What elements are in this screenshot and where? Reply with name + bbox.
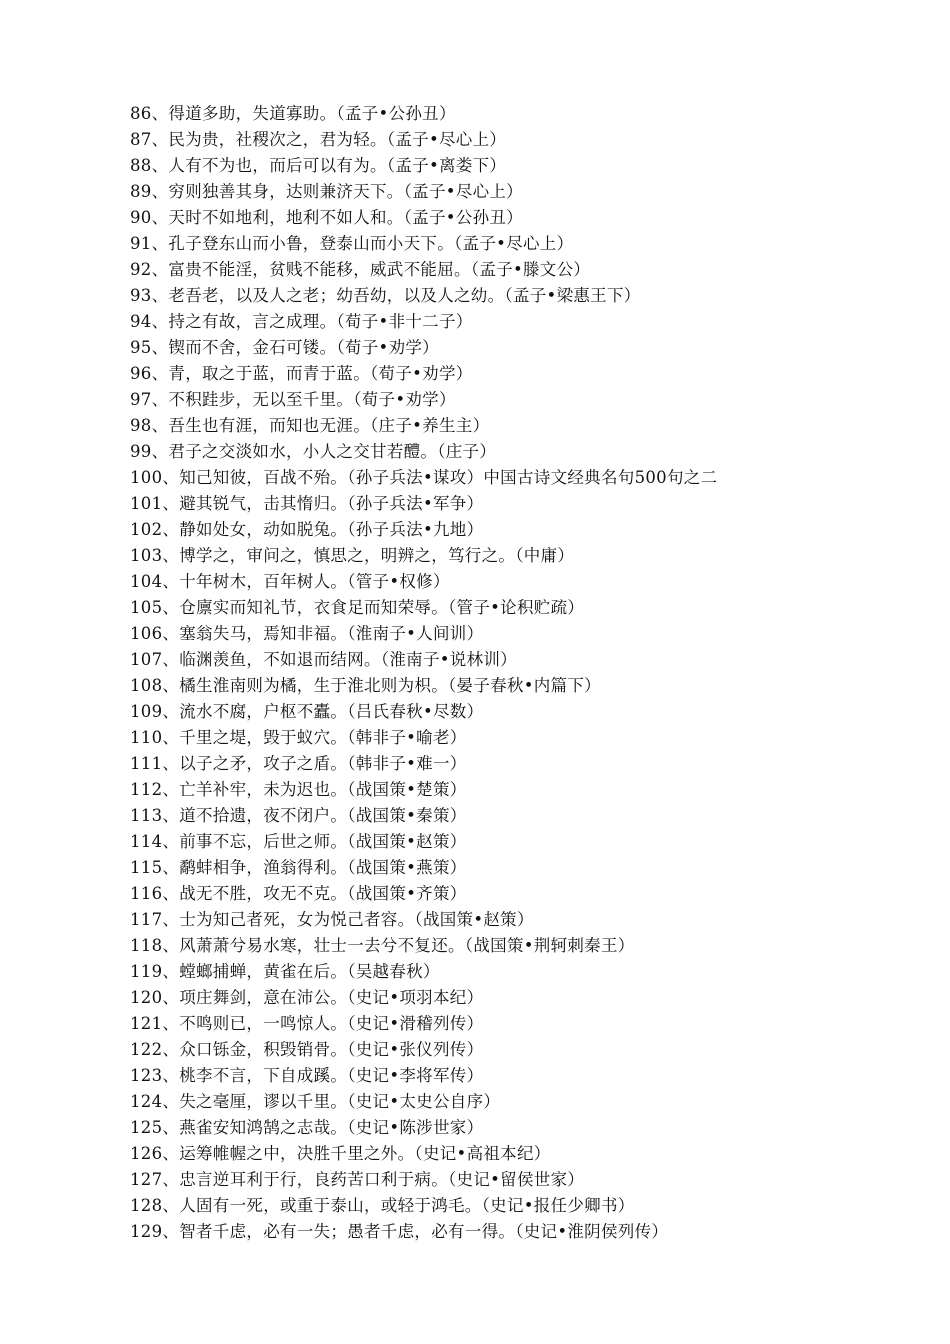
quote-line: 111、以子之矛，攻子之盾。（韩非子•难一） [130, 754, 467, 773]
quote-line: 104、十年树木，百年树人。（管子•权修） [130, 572, 450, 591]
quote-line: 117、士为知己者死，女为悦己者容。（战国策•赵策） [130, 910, 534, 929]
quote-line: 108、橘生淮南则为橘，生于淮北则为枳。（晏子春秋•内篇下） [130, 676, 601, 695]
quote-line: 127、忠言逆耳利于行，良药苦口利于病。（史记•留侯世家） [130, 1170, 585, 1189]
quote-line: 124、失之毫厘，谬以千里。（史记•太史公自序） [130, 1092, 501, 1111]
quote-line: 86、得道多助，失道寡助。（孟子•公孙丑） [130, 104, 456, 123]
quote-line: 120、项庄舞剑，意在沛公。（史记•项羽本纪） [130, 988, 484, 1007]
quote-line: 116、战无不胜，攻无不克。（战国策•齐策） [130, 884, 467, 903]
quote-line: 98、吾生也有涯，而知也无涯。（庄子•养生主） [130, 416, 490, 435]
quote-line: 105、仓廪实而知礼节，衣食足而知荣辱。（管子•论积贮疏） [130, 598, 585, 617]
quote-line: 115、鹬蚌相争，渔翁得利。（战国策•燕策） [130, 858, 467, 877]
quote-line: 110、千里之堤，毁于蚁穴。（韩非子•喻老） [130, 728, 467, 747]
quote-line: 88、人有不为也，而后可以有为。（孟子•离娄下） [130, 156, 507, 175]
quote-line: 106、塞翁失马，焉知非福。（淮南子•人间训） [130, 624, 484, 643]
quote-line: 114、前事不忘，后世之师。（战国策•赵策） [130, 832, 467, 851]
quote-line: 90、天时不如地利，地利不如人和。（孟子•公孙丑） [130, 208, 523, 227]
quote-line: 89、穷则独善其身，达则兼济天下。（孟子•尽心上） [130, 182, 523, 201]
quote-line: 128、人固有一死，或重于泰山，或轻于鸿毛。（史记•报任少卿书） [130, 1196, 635, 1215]
quote-line: 118、风萧萧兮易水寒，壮士一去兮不复还。（战国策•荆轲刺秦王） [130, 936, 635, 955]
quote-line: 121、不鸣则已，一鸣惊人。（史记•滑稽列传） [130, 1014, 484, 1033]
quote-line: 119、螳螂捕蝉，黄雀在后。（吴越春秋） [130, 962, 440, 981]
quote-line: 99、君子之交淡如水，小人之交甘若醴。（庄子） [130, 442, 497, 461]
quote-line: 102、静如处女，动如脱兔。（孙子兵法•九地） [130, 520, 484, 539]
quote-line: 92、富贵不能淫，贫贱不能移，威武不能屈。（孟子•滕文公） [130, 260, 591, 279]
quote-line: 91、孔子登东山而小鲁，登泰山而小天下。（孟子•尽心上） [130, 234, 574, 253]
quote-line: 112、亡羊补牢，未为迟也。（战国策•楚策） [130, 780, 467, 799]
quote-line: 103、博学之，审问之，慎思之，明辨之，笃行之。（中庸） [130, 546, 575, 565]
quote-line: 122、众口铄金，积毁销骨。（史记•张仪列传） [130, 1040, 484, 1059]
quote-line: 129、智者千虑，必有一失；愚者千虑，必有一得。（史记•淮阴侯列传） [130, 1222, 669, 1241]
quote-line: 95、锲而不舍，金石可镂。（荀子•劝学） [130, 338, 439, 357]
quote-line: 125、燕雀安知鸿鹄之志哉。（史记•陈涉世家） [130, 1118, 484, 1137]
quote-line: 107、临渊羡鱼，不如退而结网。（淮南子•说林训） [130, 650, 517, 669]
quote-list [130, 101, 910, 1245]
quote-line: 93、老吾老，以及人之老；幼吾幼，以及人之幼。（孟子•梁惠王下） [130, 286, 641, 305]
quote-line: 126、运筹帷幄之中，决胜千里之外。（史记•高祖本纪） [130, 1144, 551, 1163]
quote-line: 101、避其锐气，击其惰归。（孙子兵法•军争） [130, 494, 484, 513]
quote-line: 100、知己知彼，百战不殆。（孙子兵法•谋攻）中国古诗文经典名句500句之二 [130, 468, 718, 487]
quote-line: 94、持之有故，言之成理。（荀子•非十二子） [130, 312, 473, 331]
quote-line: 113、道不拾遗，夜不闭户。（战国策•秦策） [130, 806, 467, 825]
quote-line: 97、不积跬步，无以至千里。（荀子•劝学） [130, 390, 456, 409]
quote-line: 87、民为贵，社稷次之，君为轻。（孟子•尽心上） [130, 130, 507, 149]
quote-line: 96、青，取之于蓝，而青于蓝。（荀子•劝学） [130, 364, 473, 383]
quote-line: 123、桃李不言，下自成蹊。（史记•李将军传） [130, 1066, 484, 1085]
quote-line: 109、流水不腐，户枢不蠹。（吕氏春秋•尽数） [130, 702, 484, 721]
